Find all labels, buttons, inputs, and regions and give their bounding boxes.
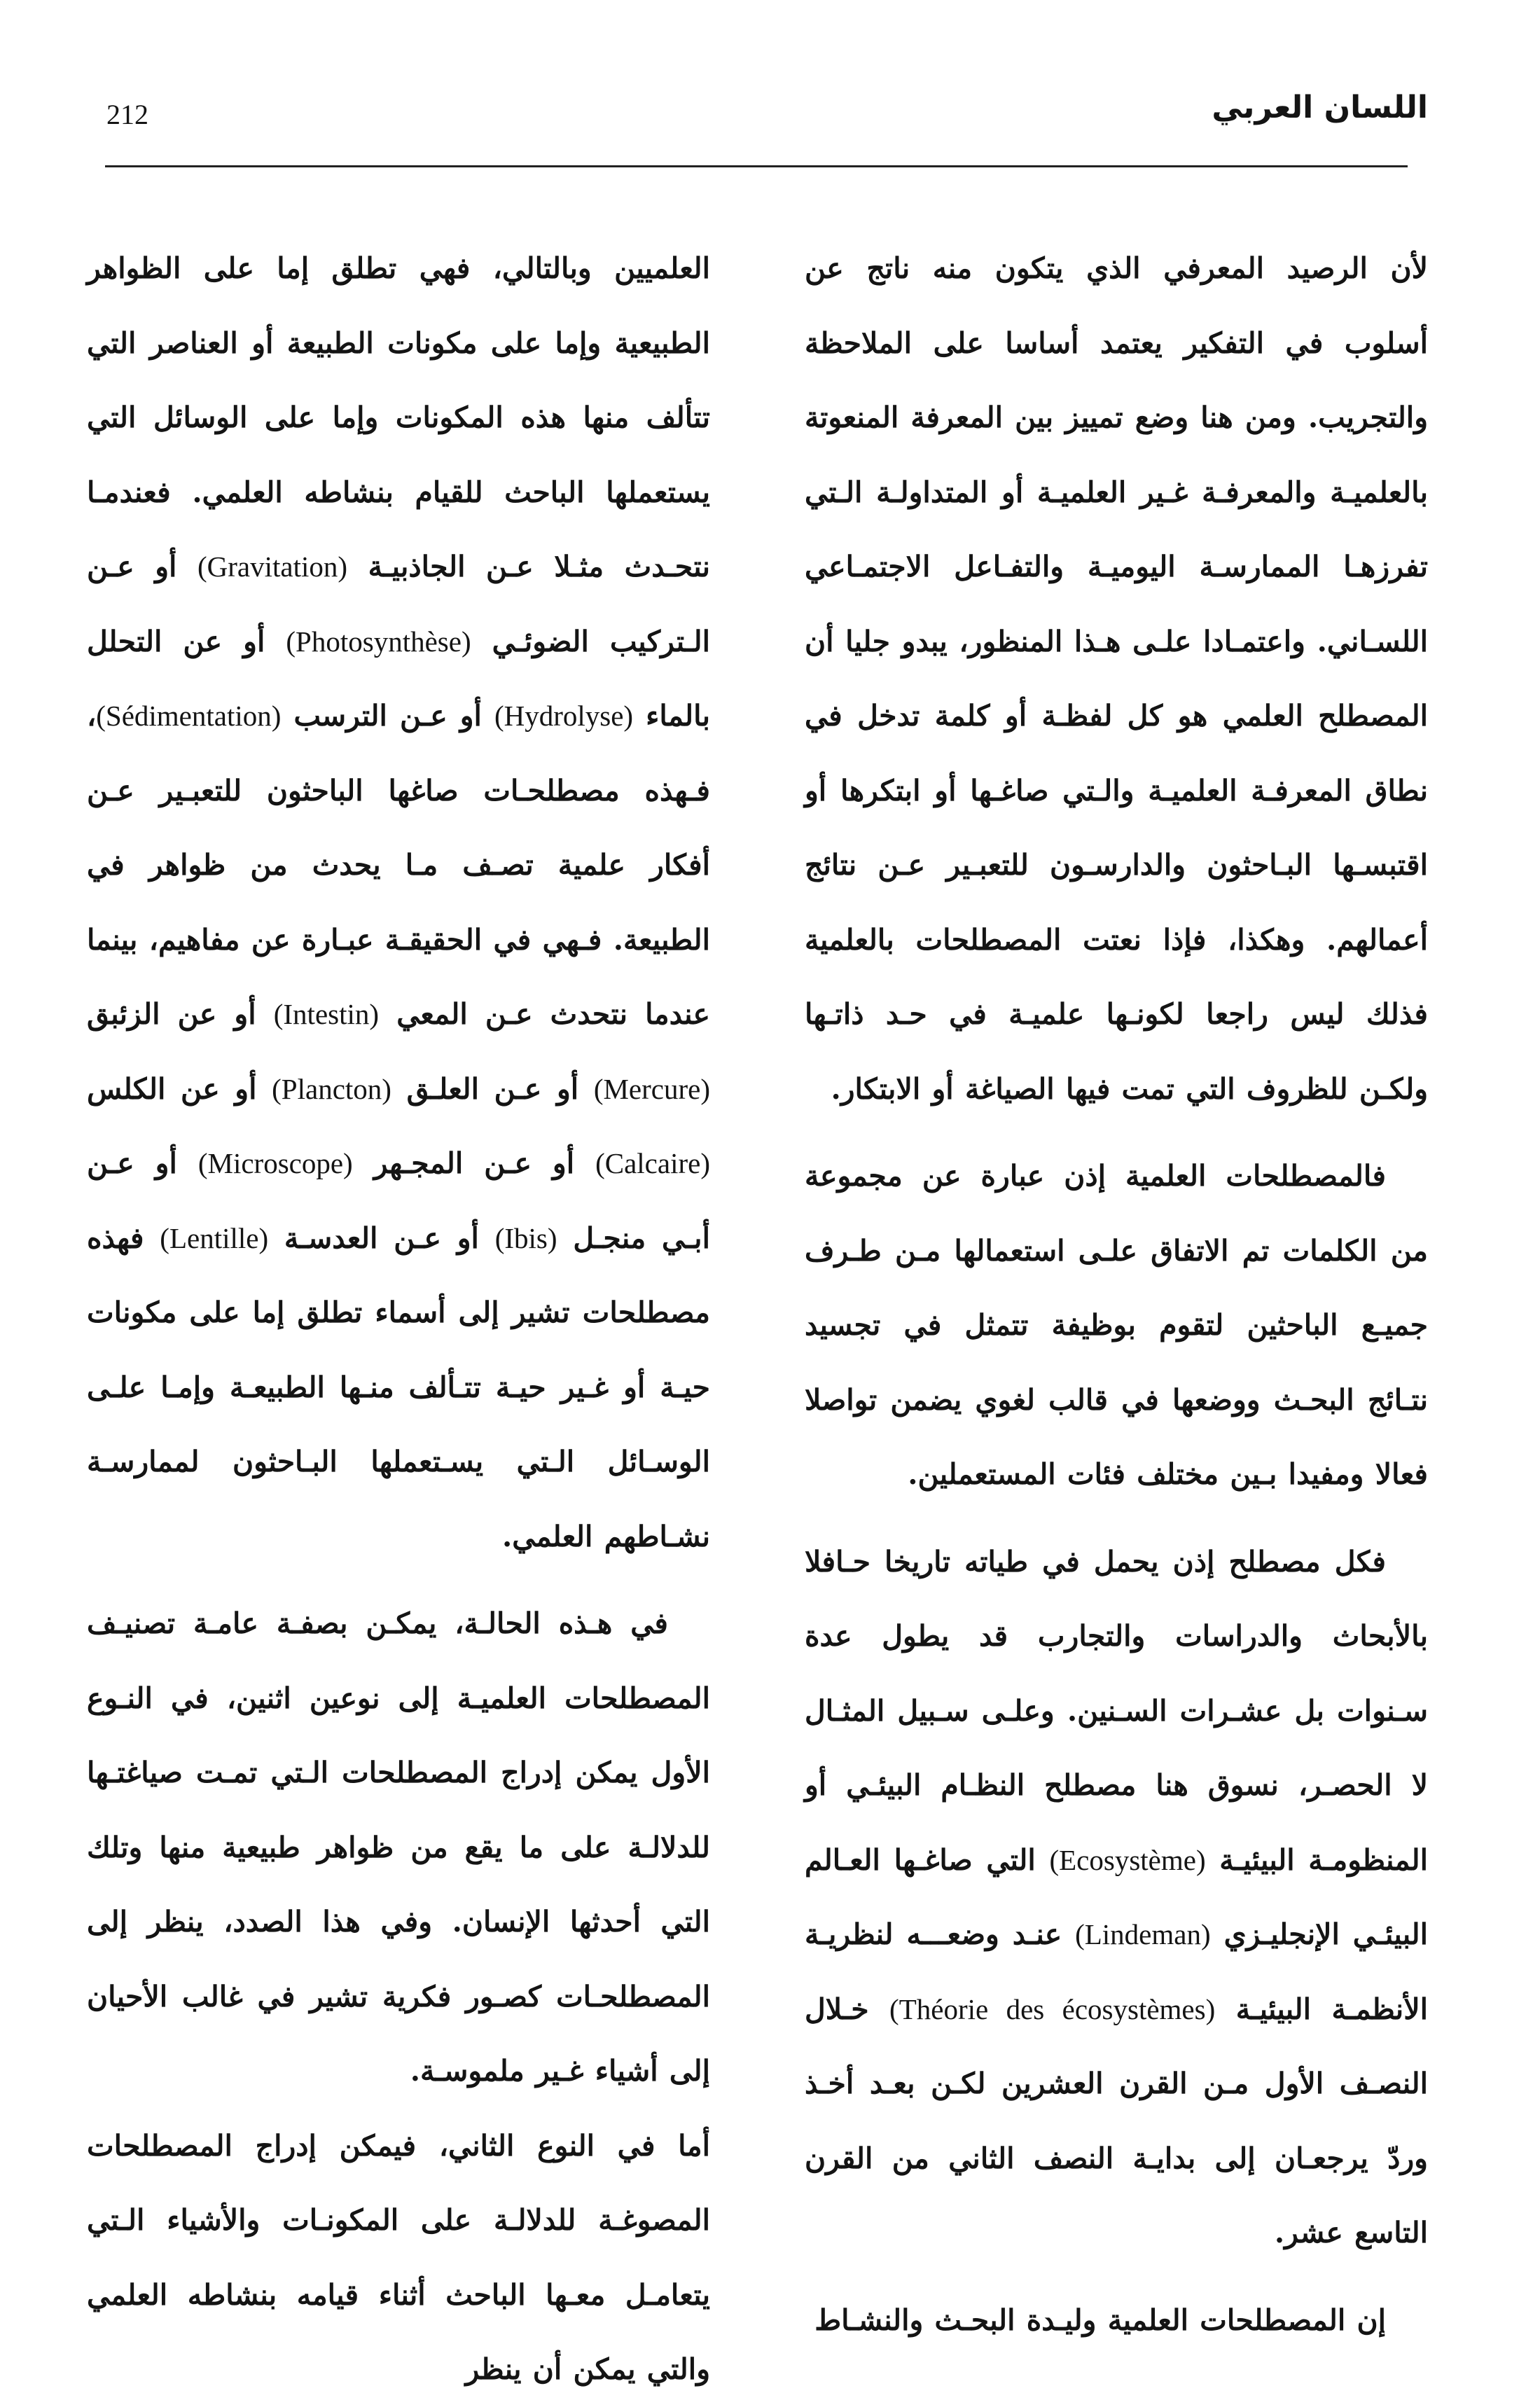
latin-term: (Lindeman)	[1075, 1918, 1211, 1950]
journal-title: اللسان العربي	[1212, 90, 1428, 125]
text-run: العلميين وبالتالي، فهي تطلق إما على الظواهر الطبيعية وإما على مكونات الطبيعة أو العناصر التي تتألف منها هذه المكونات وإما على الوسائل التي يستعملها الباحث للقيام بنشاطه العلمي. فعندمـا نتحـدث مثـلا عـن الجاذبيـة	[87, 251, 711, 583]
latin-term: (Hydrolyse)	[494, 700, 634, 732]
paragraph	[87, 231, 710, 1574]
latin-term: (Théorie des écosystèmes)	[889, 1992, 1216, 2025]
text-run: أو عـن الترسب	[293, 699, 482, 733]
header-divider	[105, 165, 1408, 167]
text-run: أو عن التحلل بالماء	[87, 624, 710, 733]
paragraph: أما في النوع الثاني، فيمكن إدراج المصطلحات المصوغـة للدلالـة على المكونـات والأشياء الـتي يتعامـل معـها الباحث أثناء قيامه بنشاطه العلمي والتي يمكن أن ينظر	[87, 2128, 710, 2386]
left-column	[87, 231, 710, 2407]
text-run: ، فـهذه مصطلحـات صاغها الباحثون للتعبـير عـن أفكار علمية تصـف مـا يحدث من ظواهر في الطبيعة. فـهي في الحقيقـة عبـارة عن مفاهيم، بينما عندما نتحدث عـن المعي	[87, 699, 710, 1031]
text-run: أو عن الزئبق	[87, 997, 256, 1031]
text-run: أو عـن العدسـة	[284, 1221, 479, 1255]
page-number: 212	[106, 99, 148, 130]
latin-term: (Gravitation)	[197, 550, 348, 583]
text-run: فهذه مصطلحات تشير إلى أسماء تطلق إما على مكونات حيـة أو غـير حيـة تتـألف منـها الطبيعـة وإمـا علـى الوسـائل الـتي يسـتعملها البـاحثون لممارسـة نشـاطهم العلمي.	[87, 1221, 710, 1553]
latin-term: (Lentille)	[160, 1221, 269, 1254]
latin-term: (Sédimentation)	[96, 700, 282, 732]
text-run: أو عـن المجـهر	[373, 1146, 575, 1180]
text-run: خـلال النصـف الأول مـن القرن العشرين لكـن بعـد أخـذ وردّ يرجعـان إلى بدايـة النصف الثاني من القرن التاسع عشر.	[805, 1992, 1428, 2249]
latin-term: (Photosynthèse)	[286, 625, 471, 658]
paragraph: فالمصطلحات العلمية إذن عبارة عن مجموعة من الكلمات تم الاتفاق علـى استعمالها مـن طـرف جميـع الباحثين لتقوم بوظيفة تتمثل في تجسيد نتـائج البحـث ووضعها في قالب لغوي يضمن تواصلا فعالا ومفيدا بـين مختلف فئات المستعملين.	[805, 1159, 1428, 1491]
text-run: أو عـن الـتركيب الضوئـي	[87, 550, 710, 658]
text-run: أو عن الكلس	[87, 1071, 257, 1106]
latin-term: (Calcaire)	[595, 1147, 710, 1179]
text-run: فكل مصطلح إذن يحمل في طياته تاريخا حـافلا بالأبحاث والدراسات والتجارب قد يطول عدة سـنوات بل عشـرات السـنين. وعلـى سـبيل المثـال لا الحصـر، نسوق هنا مصطلح النظـام البيئـي أو المنظومـة البيئيـة	[805, 1544, 1428, 1877]
paragraph: إن المصطلحات العلمية وليـدة البحـث والنشـاط	[814, 2303, 1386, 2337]
paragraph: في هـذه الحالـة، يمكـن بصفـة عامـة تصنيـف المصطلحات العلميـة إلى نوعين اثنين، في النـوع الأول يمكن إدراج المصطلحات الـتي تمـت صياغتـها للدلالـة على ما يقع من ظواهر طبيعية منها وتلك التي أحدثها الإنسان. وفي هذا الصدد، ينظر إلى المصطلحـات كصـور فكرية تشير في غالب الأحيان إلى أشياء غـير ملموسـة.	[87, 1607, 710, 2088]
paragraph	[805, 1525, 1428, 2270]
right-column	[805, 231, 1428, 2357]
latin-term: (Microscope)	[197, 1147, 353, 1179]
latin-term: (Ecosystème)	[1049, 1843, 1206, 1876]
latin-term: (Mercure)	[593, 1072, 710, 1105]
text-run: التي صاغـها العـالم البيئـي الإنجليـزي	[805, 1843, 1428, 1951]
latin-term: (Ibis)	[494, 1221, 557, 1254]
text-run: عنـد وضعـــه لنظريـة الأنظمـة البيئيـة	[805, 1917, 1428, 2026]
paragraph: لأن الرصيد المعرفي الذي يتكون منه ناتج عن أسلوب في التفكير يعتمد أساسا على الملاحظة والتجريب. ومن هنا وضع تمييز بين المعرفة المنعوتة بالعلميـة والمعرفـة غـير العلميـة أو المتداولـة الـتي تفرزهـا الممارسـة اليوميـة والتفـاعل الاجتمـاعي اللسـاني. واعتمـادا علـى هـذا المنظور، يبدو جليا أن المصطلح العلمي هو كل لفظـة أو كلمة تدخل في نطاق المعرفـة العلميـة والـتي صاغـها أو ابتكرها أو اقتبسـها البـاحثون والدارسـون للتعبـير عـن نتائج أعمالهم. وهكذا، فإذا نعتت المصطلحات بالعلمية فذلك ليس راجعا لكونـها علميـة في حـد ذاتـها ولكـن للظروف التي تمت فيها الصياغة أو الابتكار.	[805, 251, 1428, 1106]
latin-term: (Plancton)	[272, 1072, 391, 1105]
text-run: أو عـن العلـق	[406, 1071, 579, 1106]
latin-term: (Intestin)	[273, 998, 380, 1030]
text-run: أو عـن أبـي منجـل	[87, 1146, 710, 1255]
